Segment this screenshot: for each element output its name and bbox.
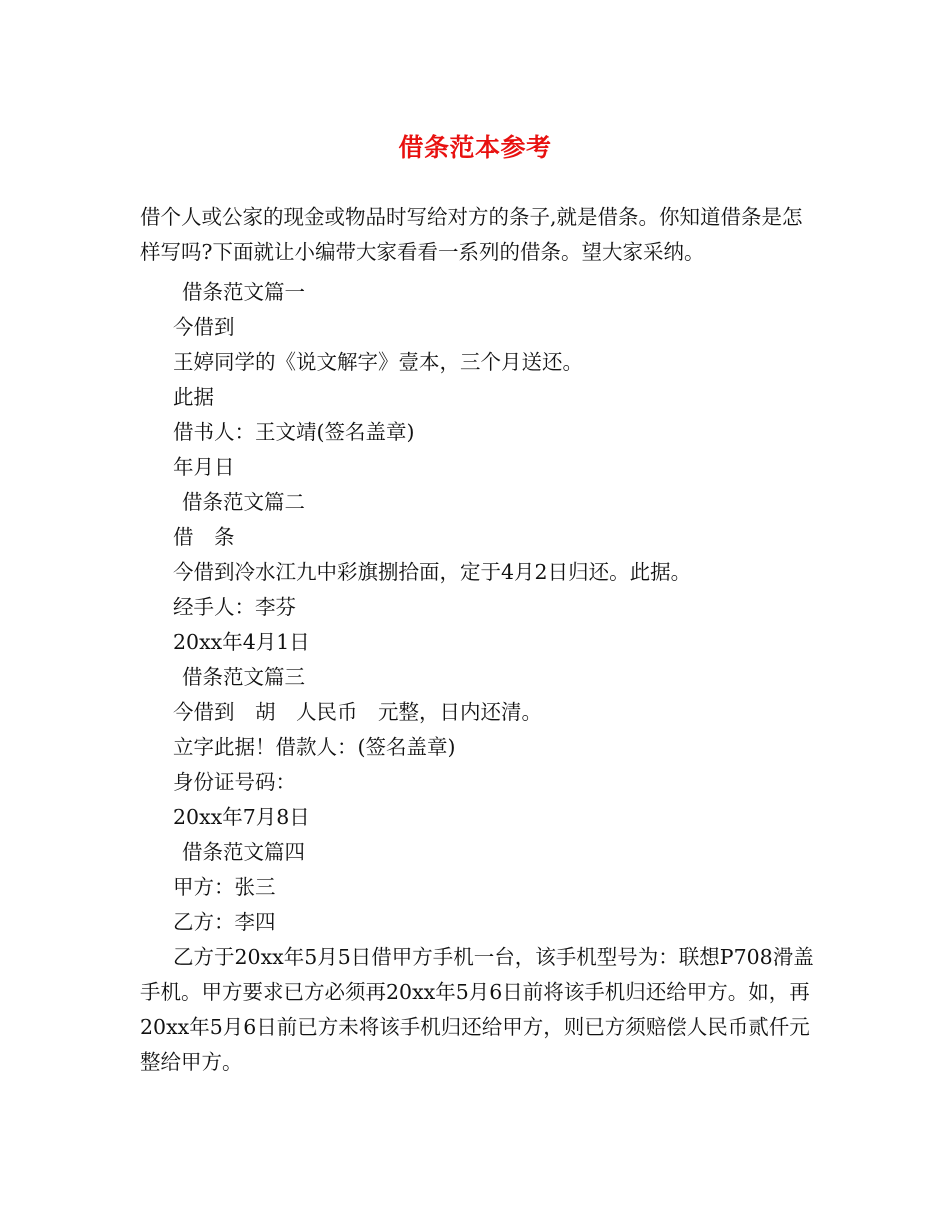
text-line: 今借到冷水江九中彩旗捌拾面，定于4月2日归还。此据。 [173, 560, 692, 584]
text-line: 今借到 胡 人民币 元整，日内还清。 [173, 700, 542, 724]
text-line: 经手人：李芬 [173, 595, 296, 619]
section-heading-1: 借条范文篇一 [182, 280, 305, 304]
section-heading-2: 借条范文篇二 [182, 490, 305, 514]
final-paragraph: 乙方于20xx年5月5日借甲方手机一台，该手机型号为：联想P708滑盖手机。甲方要求已方必须再20xx年5月6日前将该手机归还给甲方。如，再20xx年5月6日前已方未将该手机归还给甲方，则已方须赔偿人民币贰仟元整给甲方。 [140, 945, 814, 1074]
text-line: 甲方：张三 [173, 875, 276, 899]
text-line: 乙方：李四 [173, 910, 276, 934]
text-line: 借 条 [173, 525, 235, 549]
document-title: 借条范本参考 [398, 133, 552, 162]
section-heading-4: 借条范文篇四 [182, 840, 305, 864]
text-line: 立字此据！借款人：(签名盖章) [173, 735, 456, 759]
text-line: 今借到 [173, 315, 235, 339]
intro-paragraph: 借个人或公家的现金或物品时写给对方的条子,就是借条。你知道借条是怎样写吗?下面就让小编带大家看看一系列的借条。望大家采纳。 [140, 205, 803, 264]
text-line: 身份证号码： [173, 770, 296, 794]
section-heading-3: 借条范文篇三 [182, 665, 305, 689]
text-line: 借书人：王文靖(签名盖章) [173, 420, 415, 444]
document-body [140, 275, 820, 1080]
text-line: 此据 [173, 385, 214, 409]
text-line: 20xx年4月1日 [173, 630, 310, 654]
text-line: 20xx年7月8日 [173, 805, 310, 829]
text-line: 王婷同学的《说文解字》壹本，三个月送还。 [173, 350, 583, 374]
text-line: 年月日 [173, 455, 235, 479]
